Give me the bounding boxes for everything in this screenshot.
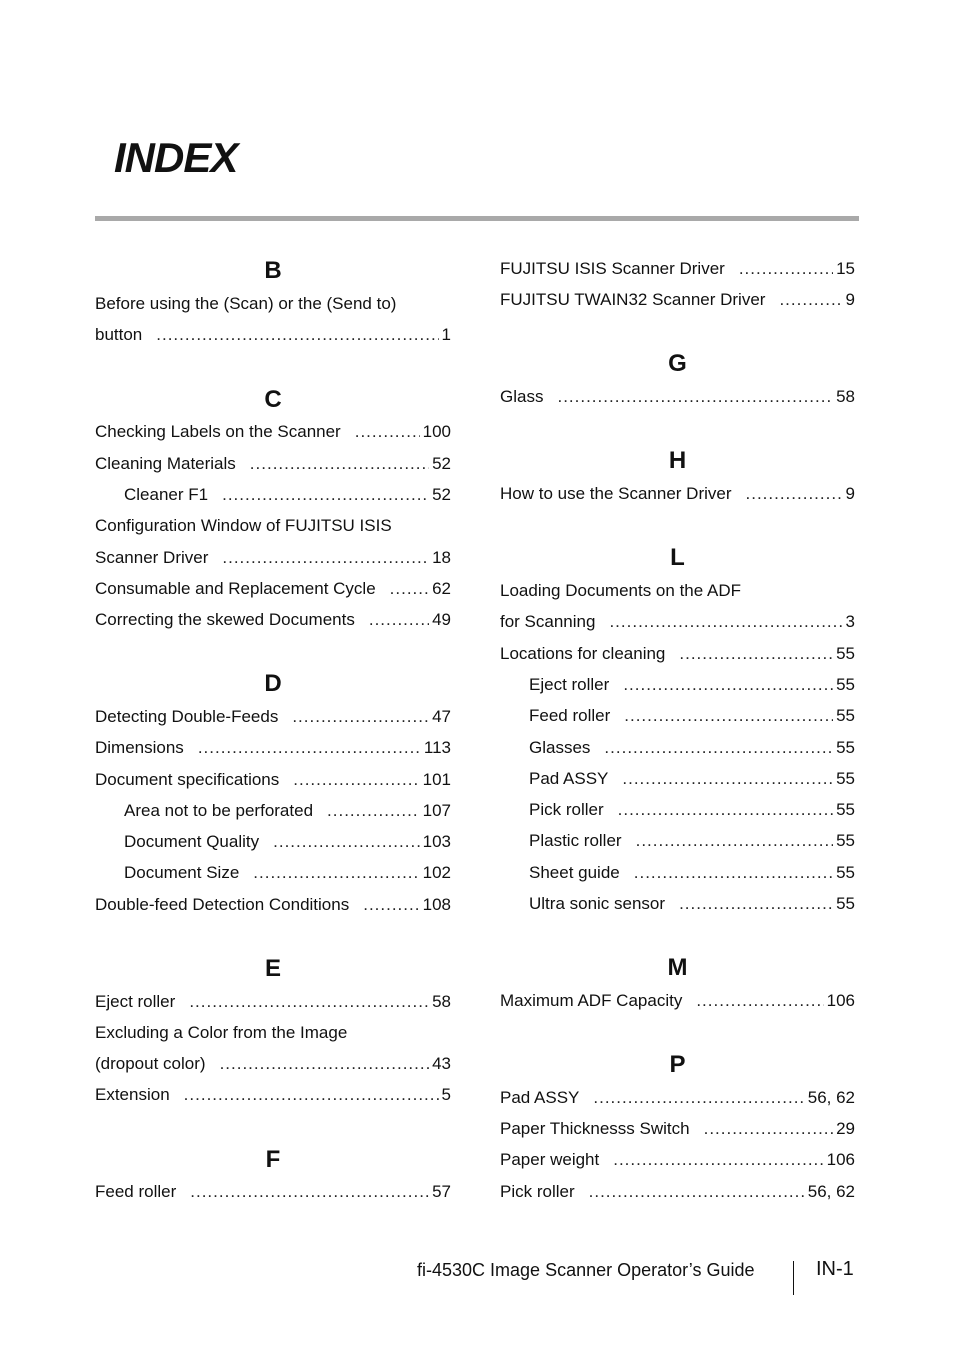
entry-term: for Scanning (500, 612, 596, 631)
index-entry (500, 483, 855, 505)
dot-leader (253, 862, 419, 884)
entry-page: 3 (845, 612, 855, 631)
index-subentry (529, 862, 855, 884)
dot-leader (636, 830, 833, 852)
index-entry (95, 737, 451, 759)
entry-term: Sheet guide (529, 863, 620, 882)
entry-page: 52 (432, 485, 451, 504)
entry-term: Eject roller (529, 675, 610, 694)
dot-leader (618, 799, 833, 821)
index-entry (95, 421, 451, 443)
dot-leader (746, 483, 843, 505)
index-subentry (124, 484, 451, 506)
entry-term: Detecting Double-Feeds (95, 707, 279, 726)
entry-term: Double-feed Detection Conditions (95, 895, 350, 914)
dot-leader (220, 1053, 430, 1075)
dot-leader (589, 1181, 805, 1203)
dot-leader (704, 1118, 833, 1140)
dot-leader (679, 893, 833, 915)
dot-leader (696, 990, 823, 1012)
index-entry (500, 643, 855, 665)
entry-term: Document Size (124, 863, 240, 882)
entry-page: 107 (422, 801, 451, 820)
entry-page: 15 (836, 259, 855, 278)
index-subentry (124, 831, 451, 853)
entry-term: Glass (500, 387, 544, 406)
index-subentry (124, 862, 451, 884)
index-entry (95, 324, 451, 346)
index-entry (500, 1118, 855, 1140)
entry-term: Paper Thicknesss Switch (500, 1119, 690, 1138)
index-entry (95, 547, 451, 569)
entry-term: Document Quality (124, 832, 260, 851)
index-subentry (529, 768, 855, 790)
section-letter-f: F (265, 1146, 281, 1173)
index-entry (95, 1181, 451, 1203)
dot-leader (593, 1087, 804, 1109)
section-letter-g: G (668, 350, 687, 377)
entry-page: 113 (423, 738, 451, 757)
dot-leader (623, 674, 833, 696)
entry-page: 47 (432, 707, 451, 726)
entry-term: Scanner Driver (95, 548, 209, 567)
index-entry-text: Loading Documents on the ADF (500, 581, 741, 600)
entry-page: 49 (432, 610, 451, 629)
entry-page: 101 (422, 770, 451, 789)
dot-leader (273, 831, 420, 853)
index-entry (95, 769, 451, 791)
entry-page: 5 (441, 1085, 451, 1104)
index-entry (95, 453, 451, 475)
entry-term: (dropout color) (95, 1054, 206, 1073)
entry-page: 62 (432, 579, 451, 598)
dot-leader (250, 453, 429, 475)
entry-term: Maximum ADF Capacity (500, 991, 683, 1010)
entry-page: 1 (441, 325, 451, 344)
entry-page: 58 (836, 387, 855, 406)
footer-guide-title: fi-4530C Image Scanner Operator’s Guide (417, 1260, 755, 1280)
dot-leader (609, 611, 842, 633)
dot-leader (369, 609, 429, 631)
index-subentry (529, 705, 855, 727)
dot-leader (363, 894, 419, 916)
section-letter-c: C (264, 386, 282, 413)
entry-page: 103 (422, 832, 451, 851)
index-entry (500, 1181, 855, 1203)
entry-term: Pick roller (529, 800, 604, 819)
dot-leader (613, 1149, 823, 1171)
dot-leader (198, 737, 421, 759)
entry-page: 9 (845, 484, 855, 503)
index-entry (95, 1084, 451, 1106)
entry-page: 55 (836, 894, 855, 913)
entry-page: 55 (836, 831, 855, 850)
index-entry (500, 611, 855, 633)
index-entry (95, 706, 451, 728)
entry-term: Paper weight (500, 1150, 600, 1169)
entry-term: FUJITSU ISIS Scanner Driver (500, 259, 725, 278)
entry-term: Ultra sonic sensor (529, 894, 666, 913)
section-letter-p: P (669, 1051, 686, 1078)
entry-term: Cleaner F1 (124, 485, 209, 504)
index-entry (500, 258, 855, 280)
dot-leader (604, 737, 833, 759)
section-letter-h: H (668, 447, 687, 474)
entry-term: Correcting the skewed Documents (95, 610, 355, 629)
entry-term: button (95, 325, 143, 344)
entry-term: Locations for cleaning (500, 644, 666, 663)
index-entry (500, 289, 855, 311)
index-entry-text: Before using the (Scan) or the (Send to) (95, 294, 397, 313)
entry-term: Consumable and Replacement Cycle (95, 579, 376, 598)
dot-leader (222, 547, 429, 569)
index-entry (95, 578, 451, 600)
entry-term: Eject roller (95, 992, 176, 1011)
title-divider (95, 216, 859, 221)
dot-leader (622, 768, 833, 790)
dot-leader (557, 386, 833, 408)
entry-term: Feed roller (529, 706, 611, 725)
index-entry (95, 609, 451, 631)
entry-page: 55 (836, 769, 855, 788)
index-subentry (529, 799, 855, 821)
entry-term: Plastic roller (529, 831, 622, 850)
dot-leader (189, 991, 429, 1013)
dot-leader (222, 484, 429, 506)
dot-leader (184, 1084, 439, 1106)
index-subentry (529, 737, 855, 759)
index-entry (500, 990, 855, 1012)
index-entry (500, 1087, 855, 1109)
index-subentry (124, 800, 451, 822)
section-letter-b: B (264, 257, 282, 284)
entry-page: 55 (836, 644, 855, 663)
dot-leader (624, 705, 833, 727)
entry-page: 55 (836, 675, 855, 694)
entry-page: 55 (836, 706, 855, 725)
entry-page: 108 (422, 895, 451, 914)
entry-page: 9 (845, 290, 855, 309)
dot-leader (634, 862, 833, 884)
dot-leader (390, 578, 429, 600)
index-subentry (529, 674, 855, 696)
entry-page: 55 (836, 863, 855, 882)
entry-term: Area not to be perforated (124, 801, 314, 820)
index-entry (500, 1149, 855, 1171)
index-entry (95, 991, 451, 1013)
dot-leader (355, 421, 420, 443)
entry-page: 102 (422, 863, 451, 882)
dot-leader (739, 258, 833, 280)
entry-page: 100 (422, 422, 451, 441)
index-entry-text: Configuration Window of FUJITSU ISIS (95, 516, 392, 535)
index-entry (95, 1053, 451, 1075)
entry-page: 56, 62 (807, 1182, 855, 1201)
entry-page: 106 (826, 991, 855, 1010)
entry-term: How to use the Scanner Driver (500, 484, 732, 503)
entry-page: 106 (826, 1150, 855, 1169)
entry-page: 55 (836, 738, 855, 757)
entry-term: Extension (95, 1085, 170, 1104)
entry-term: Cleaning Materials (95, 454, 236, 473)
entry-term: Pad ASSY (500, 1088, 580, 1107)
dot-leader (779, 289, 842, 311)
section-letter-l: L (670, 544, 685, 571)
entry-term: Checking Labels on the Scanner (95, 422, 341, 441)
entry-term: Pad ASSY (529, 769, 609, 788)
dot-leader (190, 1181, 429, 1203)
dot-leader (679, 643, 833, 665)
entry-term: Document specifications (95, 770, 280, 789)
index-entry-text: Excluding a Color from the Image (95, 1023, 348, 1042)
entry-page: 29 (836, 1119, 855, 1138)
section-letter-d: D (264, 670, 282, 697)
entry-page: 55 (836, 800, 855, 819)
entry-page: 58 (432, 992, 451, 1011)
entry-page: 56, 62 (807, 1088, 855, 1107)
entry-page: 52 (432, 454, 451, 473)
entry-page: 57 (432, 1182, 451, 1201)
footer-divider (793, 1261, 794, 1295)
entry-term: FUJITSU TWAIN32 Scanner Driver (500, 290, 766, 309)
footer-page-number: IN-1 (816, 1258, 854, 1280)
index-subentry (529, 893, 855, 915)
dot-leader (156, 324, 438, 346)
entry-term: Glasses (529, 738, 591, 757)
entry-term: Feed roller (95, 1182, 177, 1201)
index-entry (500, 386, 855, 408)
entry-page: 43 (432, 1054, 451, 1073)
dot-leader (327, 800, 420, 822)
dot-leader (292, 706, 429, 728)
entry-term: Pick roller (500, 1182, 575, 1201)
section-letter-m: M (667, 954, 688, 981)
page-title: INDEX (114, 134, 238, 181)
dot-leader (293, 769, 419, 791)
entry-page: 18 (432, 548, 451, 567)
entry-term: Dimensions (95, 738, 184, 757)
index-entry (95, 894, 451, 916)
section-letter-e: E (264, 955, 281, 982)
index-subentry (529, 830, 855, 852)
